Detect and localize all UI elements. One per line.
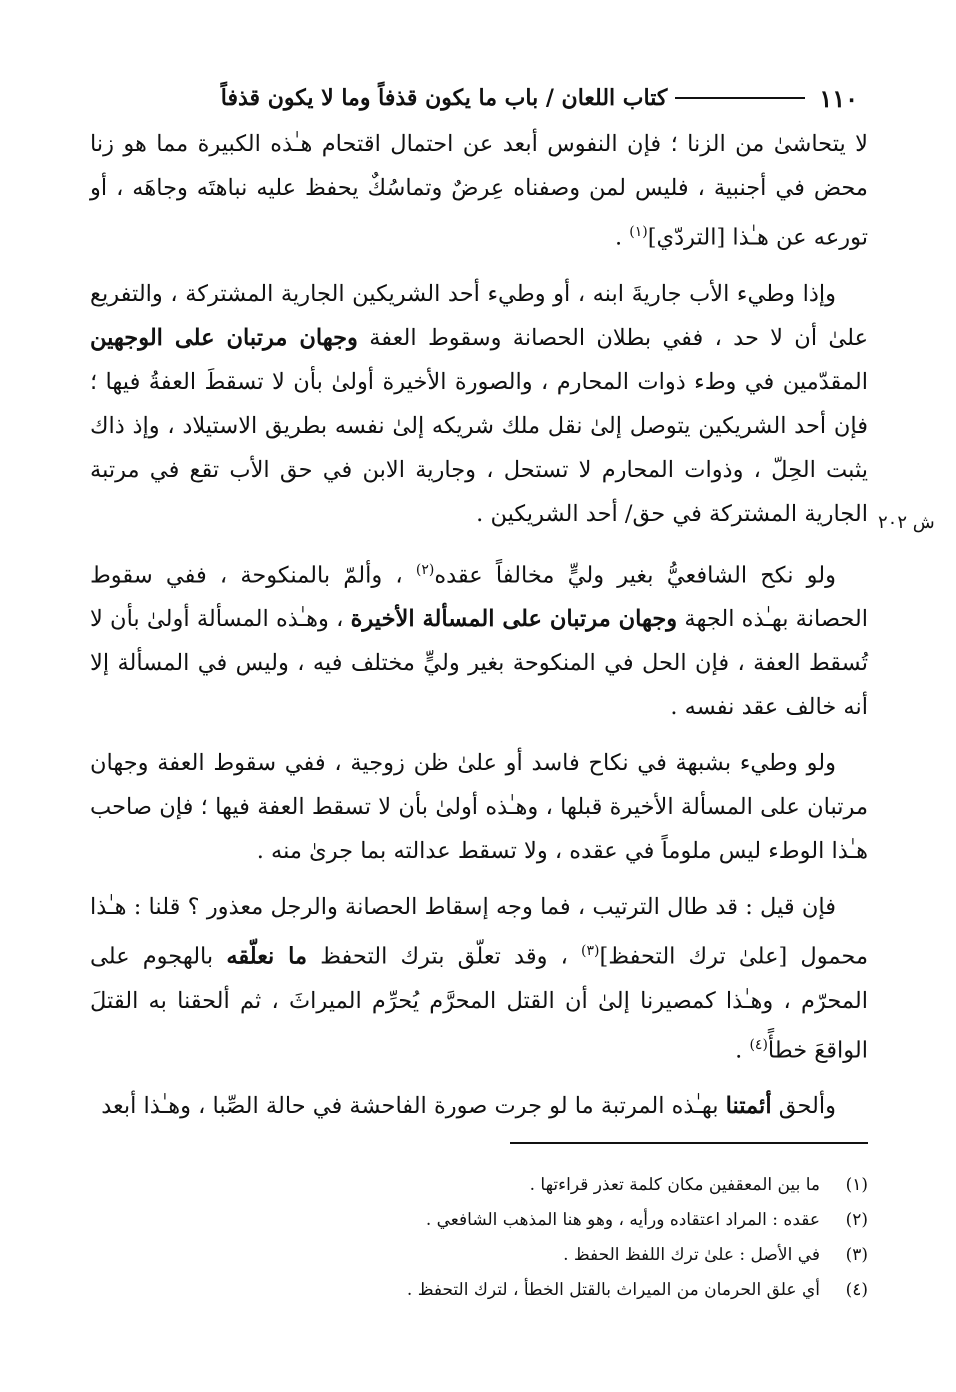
paragraph-6 [90, 1084, 868, 1128]
footnote-separator [510, 1142, 868, 1144]
paragraph-text: ولو نكح الشافعيُّ بغير وليٍّ مخالفاً عقده [434, 562, 837, 588]
footnote-item [320, 1203, 868, 1238]
running-title: كتاب اللعان / باب ما يكون قذفاً وما لا يكون قذفاً [220, 85, 668, 111]
footnote-number: (٣) [845, 1245, 868, 1265]
bold-phrase: وجهان مرتبان على الوجهين [90, 324, 358, 351]
footnote-ref: (١) [629, 224, 648, 240]
paragraph-4 [90, 741, 868, 873]
footnote-text: ما بين المعقفين مكان كلمة تعذر قراءتها . [529, 1175, 820, 1195]
footnote-number: (٢) [845, 1210, 868, 1230]
footnote-text: في الأصل : علىٰ ترك اللفظ الحفظ . [563, 1245, 820, 1265]
paragraph-2 [90, 272, 868, 536]
footnote-ref: (٤) [749, 1036, 768, 1053]
paragraph-text: ، وهـٰذه المسألة أولىٰ بأن لا تُسقط العفة ، فإن الحل في المنكوحة بغير وليٍّ مختلف فيه ، وليس في المسألة إلا أنه خالف عقد نفسه . [90, 606, 868, 720]
footnote-item [320, 1238, 868, 1273]
footnote-item [320, 1273, 868, 1308]
footnote-ref: (٢) [415, 561, 435, 578]
paragraph-5 [90, 885, 868, 1072]
paragraph-text: وألحق [771, 1093, 836, 1119]
bold-phrase: أئمتنا [725, 1093, 772, 1119]
footnote-text: أي علق الحرمان من الميراث بالقتل الخطأ ، لترك التحفظ . [406, 1280, 820, 1300]
footnote-ref: (٣) [581, 943, 600, 959]
paragraph-text: . [614, 224, 630, 251]
paragraph-text: وإذا وطيء الأب جاريةَ ابنه ، أو وطيء أحد الشريكين الجارية المشتركة ، والتفريع علىٰ أن لا حد ، ففي بطلان الحصانة وسقوط العفة [90, 280, 868, 351]
paragraph-text: بهـٰذه المرتبة ما لو جرت صورة الفاحشة في حالة الصِّبا ، وهـٰذا أبعد [101, 1093, 726, 1119]
paragraph-3 [90, 548, 868, 730]
footnotes [320, 1168, 868, 1308]
footnote-number: (١) [845, 1175, 868, 1195]
paragraph-text: بالهجوم على المحرّم ، وهـٰذا كمصيرنا إلىٰ أن القتل المحرَّم يُحرِّم الميراثَ ، ثم ألحقنا به القتلَ الواقعَ خطأً [90, 943, 868, 1063]
bold-phrase: ما نعلّقه [226, 943, 308, 970]
header-rule [675, 97, 805, 99]
paragraph-text: المقدّمين في وطء ذوات المحارم ، والصورة الأخيرة أولىٰ بأن لا تسقطَ العفةُ فيها ؛ فإن أحد الشريكين يتوصل إلىٰ نقل ملك شريكه إلىٰ نفسه بطريق الاستيلاد ، وإذ ذاك يثبت الحِلّ ، وذوات المحارم لا تستحل ، وجارية الابن في حق الأب تقع في مرتبة الجارية المشتركة في حق/ أحد الشريكين . [90, 368, 868, 527]
paragraph-1 [90, 122, 868, 260]
paragraph-text: ، وألمّ بالمنكوحة ، ففي سقوط الحصانة بهـٰذه الجهة [90, 562, 869, 632]
page-header [88, 78, 858, 118]
footnote-text: عقده : المراد اعتقاده ورأيه ، وهو هنا المذهب الشافعي . [425, 1210, 820, 1230]
paragraph-text: لا يتحاشىٰ من الزنا ؛ فإن النفوس أبعد عن احتمال اقتحام هـٰذه الكبيرة مما هو زنا محض في أجنبية ، فليس لمن وصفناه عِرضٌ وتماسُكٌ يحفظ عليه نباهتَه وجاهَه ، أو تورعه عن هـٰذا [التردّي] [90, 131, 868, 251]
paragraph-text: ولو وطيء بشبهة في نكاح فاسد أو علىٰ ظن زوجية ، ففي سقوط العفة وجهان مرتبان على المسألة الأخيرة قبلها ، وهـٰذه أولىٰ بأن لا تسقط العفة فيها ؛ فإن صاحب هـٰذا الوطء ليس ملوماً في عقده ، ولا تسقط عدالته بما جرىٰ منه . [90, 750, 868, 864]
bold-phrase: وجهان مرتبان على المسألة الأخيرة [350, 606, 678, 632]
main-text [90, 122, 868, 1140]
margin-folio-note: ش ٢٠٢ [878, 512, 935, 533]
footnote-number: (٤) [845, 1280, 868, 1300]
paragraph-text: فإن قيل : قد طال الترتيب ، فما وجه إسقاط الحصانة والرجل معذور ؟ قلنا : هـٰذا محمول [علىٰ ترك التحفظ] [90, 894, 868, 970]
footnote-item [320, 1168, 868, 1203]
paragraph-text: . [735, 1037, 750, 1063]
page-number: ١١٠ [819, 83, 858, 113]
paragraph-text: ، وقد تعلّق بترك التحفظ [307, 943, 582, 970]
